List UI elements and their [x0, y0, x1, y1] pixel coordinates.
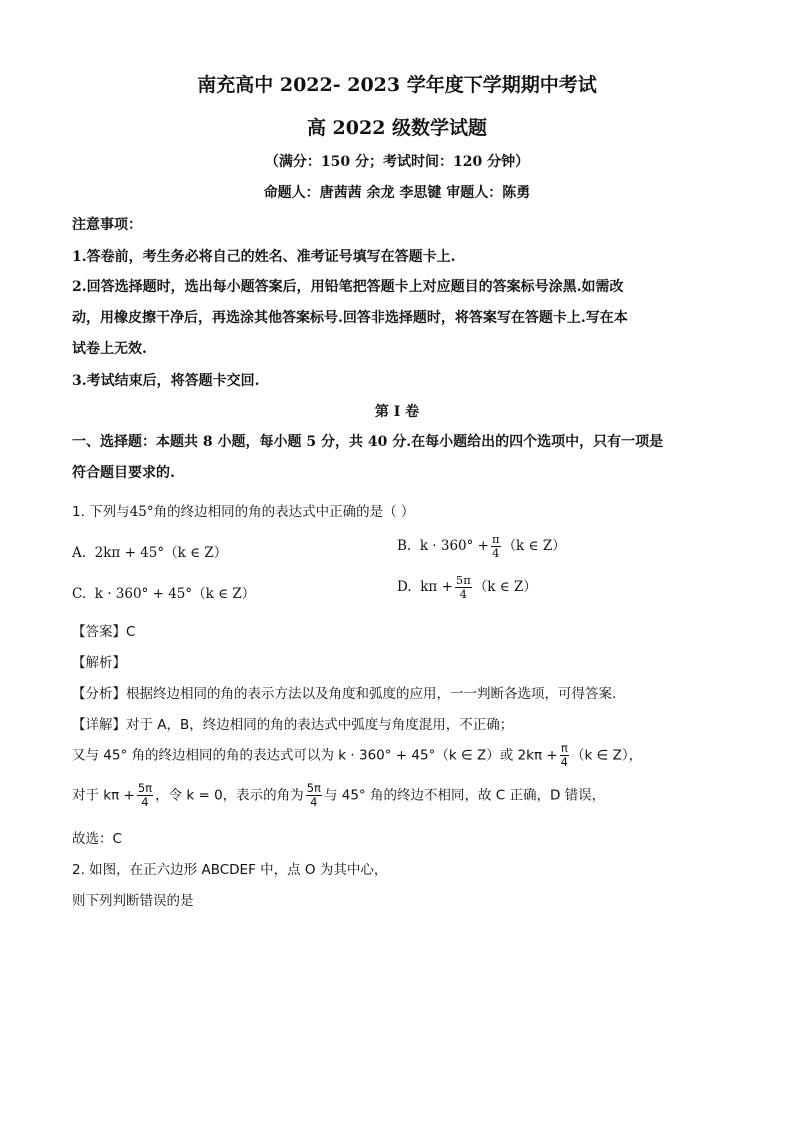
- option-expr-tail: （k ∈ Z）: [473, 579, 537, 595]
- notice-item: 动，用橡皮擦干净后，再选涂其他答案标号.回答非选择题时，将答案写在答题卡上.写在本: [72, 310, 628, 326]
- fraction-den: 4: [310, 795, 318, 809]
- line-text-mid: ，令 k = 0，表示的角为: [155, 787, 304, 804]
- option-expr: k · 360° +: [419, 538, 489, 554]
- exam-title: 南充高中 2022- 2023 学年度下学期期中考试: [197, 74, 597, 96]
- question-2-stem: 2. 如图，在正六边形 ABCDEF 中，点 O 为其中心，: [72, 862, 388, 878]
- fraction: [455, 574, 472, 601]
- analysis-detail: 【详解】对于 A，B，终边相同的角的表达式中弧度与角度混用，不正确；: [72, 717, 514, 733]
- option-c: [72, 582, 255, 602]
- line-text-tail: 与 45° 角的终边不相同，故 C 正确，D 错误，: [323, 787, 606, 804]
- analysis-line: [72, 742, 642, 769]
- option-label: D.: [397, 579, 412, 595]
- fraction-num: 5π: [306, 781, 321, 795]
- fraction-den: 4: [141, 795, 149, 809]
- notice-item: 3.考试结束后，将答题卡交回.: [72, 373, 260, 389]
- fraction-num: π: [560, 741, 568, 755]
- option-label: C.: [72, 586, 87, 602]
- fraction: [491, 533, 501, 560]
- option-a: [72, 541, 227, 561]
- question-2-stem-cont: 则下列判断错误的是: [72, 893, 194, 909]
- line-text-tail: （k ∈ Z），: [571, 747, 643, 764]
- exam-info: （满分：150 分；考试时间：120 分钟）: [264, 154, 530, 170]
- option-d: [397, 574, 537, 601]
- fraction-den: 4: [560, 755, 568, 769]
- line-text: 又与 45° 角的终边相同的角的表达式可以为 k · 360° + 45°（k ∈ Z）或 2kπ +: [72, 747, 558, 764]
- option-expr: 2kπ + 45°（k ∈ Z）: [94, 545, 228, 561]
- section-heading-cont: 符合题目要求的.: [72, 465, 175, 481]
- fraction-num: 5π: [455, 573, 471, 587]
- part-heading: 第 I 卷: [374, 404, 420, 420]
- option-b: [397, 533, 566, 560]
- option-expr: kπ +: [420, 579, 453, 595]
- notice-heading: 注意事项：: [72, 217, 142, 233]
- fraction-den: 4: [459, 587, 467, 601]
- fraction-num: π: [492, 532, 500, 546]
- question-1-stem: [72, 500, 414, 520]
- analysis-tag: 【解析】: [72, 655, 126, 671]
- analysis-line: [72, 782, 605, 809]
- q1-post: 角的终边相同的角的表达式中正确的是（ ）: [153, 504, 415, 520]
- q1-degree: 45°: [129, 504, 154, 520]
- notice-item: 2.回答选择题时，选出每小题答案后，用铅笔把答题卡上对应题目的答案标号涂黑.如需改: [72, 279, 624, 295]
- fraction-den: 4: [492, 546, 500, 560]
- fraction: [306, 782, 322, 809]
- fraction: [560, 742, 569, 769]
- option-label: B.: [397, 538, 412, 554]
- exam-subtitle: 高 2022 级数学试题: [306, 117, 488, 139]
- option-expr-tail: （k ∈ Z）: [502, 538, 566, 554]
- q1-pre: 1. 下列与: [72, 504, 130, 520]
- section-heading: 一、选择题：本题共 8 小题，每小题 5 分，共 40 分.在每小题给出的四个选项中，只有一项是: [72, 434, 664, 450]
- analysis-summary: 【分析】根据终边相同的角的表示方法以及角度和弧度的应用，一一判断各选项，可得答案.: [72, 686, 617, 702]
- notice-item: 试卷上无效.: [72, 341, 147, 357]
- fraction-num: 5π: [137, 781, 153, 795]
- line-text: 对于 kπ +: [72, 787, 135, 804]
- answer-tag: 【答案】C: [72, 624, 136, 640]
- notice-item: 1.答卷前，考生务必将自己的姓名、准考证号填写在答题卡上.: [72, 249, 456, 265]
- option-expr: k · 360° + 45°（k ∈ Z）: [94, 586, 256, 602]
- exam-authors: 命题人：唐茜茜 余龙 李思键 审题人：陈勇: [263, 185, 531, 201]
- conclusion: 故选：C: [72, 831, 122, 847]
- fraction: [137, 782, 153, 809]
- option-label: A.: [72, 545, 87, 561]
